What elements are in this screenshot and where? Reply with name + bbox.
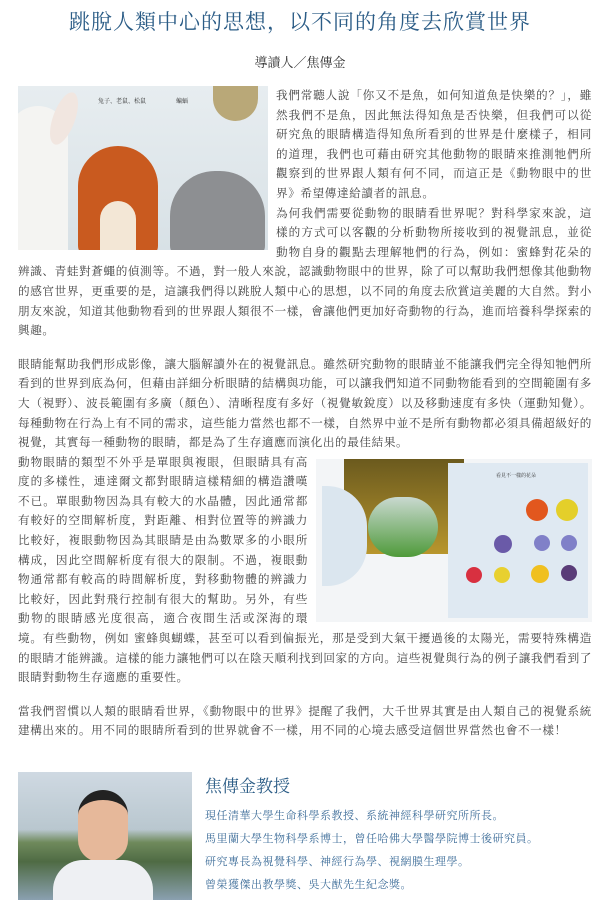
caption-heading: 蝙蝠: [176, 98, 189, 105]
paragraph: 動物眼睛的類型不外乎是單眼與複眼，但眼睛具有高度的多樣性，連達爾文都對眼睛這樣精細的構造讚嘆不已。單眼動物因為具有較大的水晶體，因此通常都有較好的空間解析度，對距離、相對位置等的辨識力比較好，複眼動物因為其眼睛是由為數眾多的小眼所構成，因此空間解析度有很大的限制。不過，複眼動物通常都有較高的時間解析度，對移動物體的辨識力比較好，因此對飛行控制有很大的幫助。另外，有些動物的眼睛感光度很高，適合夜間生活或深海的環境。有些動物，例如 蜜蜂與蝴蝶，甚至可以看到偏振光，那是受到大氣干擾過後的太陽光，需要特殊構造的眼睛才能辨識。這樣的能力讓牠們可以在陰天順利找到回家的方向。這些視覺與行為的例子讓我們看到了眼睛對動物生存適應的重要性。: [18, 454, 592, 685]
book-illustration-bee-flowers: [316, 459, 592, 622]
author-credentials: [205, 804, 539, 896]
byline: 導讀人／焦傳金: [254, 56, 346, 71]
flower-icon: [561, 565, 577, 581]
bat-illustration: [213, 86, 258, 121]
credential-line: 曾榮獲傑出教學獎、吳大猷先生紀念獎。: [205, 878, 412, 891]
bee-eye-view: [368, 497, 438, 557]
paragraph: 為何我們需要從動物的眼睛看世界呢？對科學家來說，這樣的方式可以客觀的分析動物所接收到的視覺訊息，並從動物自身的觀點去理解牠們的行為，例如：蜜蜂對花朵的辨識、青蛙對蒼蠅的偵測等。不過，對一般人來說，認識動物眼中的世界，除了可以幫助我們想像其他動物的感官世界，更重要的是，這讓我們得以跳脫人類中心的思想，以不同的角度去欣賞這美麗的大自然。對小朋友來說，知道其他動物看到的世界跟人類很不一樣，會讓他們更加好奇動物的行為，進而培養科學探索的興趣。: [18, 205, 592, 338]
credential-line: 馬里蘭大學生物科學系博士，曾任哈佛大學醫學院博士後研究員。: [205, 832, 539, 845]
flower-icon: [556, 499, 578, 521]
flower-icon: [561, 535, 577, 551]
squirrel-belly: [100, 201, 136, 250]
paragraph: 當我們習慣以人類的眼睛看世界，《動物眼中的世界》提醒了我們，大千世界其實是由人類自己的視覺系統建構出來的。用不同的眼睛所看到的世界就會不一樣，用不同的心境去感受這個世界當然也會不一樣！: [18, 703, 592, 738]
caption-heading: 兔子、老鼠、松鼠: [98, 98, 147, 105]
article-title: 跳脫人類中心的思想，以不同的角度去欣賞世界: [69, 10, 531, 34]
author-head: [78, 790, 128, 862]
article-body: [18, 86, 592, 741]
flower-icon: [526, 499, 548, 521]
flower-icon: [494, 535, 512, 553]
flower-icon: [466, 567, 482, 583]
caption-heading: 看見不一樣的花朵: [496, 472, 537, 479]
flower-icon: [494, 567, 510, 583]
author-shirt: [53, 860, 153, 900]
flower-icon: [534, 535, 550, 551]
credential-line: 研究專長為視覺科學、神經行為學、視網膜生理學。: [205, 855, 470, 868]
mouse-illustration: [170, 171, 265, 250]
flower-icon: [531, 565, 549, 583]
author-portrait: [18, 772, 192, 900]
book-illustration-animals: [18, 86, 268, 250]
author-name: 焦傳金教授: [205, 777, 290, 797]
credential-line: 現任清華大學生命科學系教授、系統神經科學研究所所長。: [205, 809, 504, 822]
paragraph: 眼睛能幫助我們形成影像，讓大腦解讀外在的視覺訊息。雖然研究動物的眼睛並不能讓我們完全得知牠們所看到的世界到底為何，但藉由詳細分析眼睛的結構與功能，可以讓我們知道不同動物能看到的空間範圍有多大（視野）、波長範圍有多廣（顏色）、清晰程度有多好（視覺敏銳度）以及移動速度有多快（運動知覺）。每種動物在行為上有不同的需求，這些能力當然也都不一樣，自然界中並不是所有動物都必須具備超級好的視覺，其實每一種動物的眼睛，都是為了生存適應而演化出的最佳結果。: [18, 356, 592, 450]
paragraph: 我們常聽人說「你又不是魚，如何知道魚是快樂的？」，雖然我們不是魚，因此無法得知魚是否快樂，但我們可以從研究魚的眼睛構造得知魚所看到的世界是什麼樣子，相同的道理，我們也可藉由研究其他動物的眼睛來推測牠們所觀察到的世界跟人類有何不同，而這正是《動物眼中的世界》希望傳達給讀者的訊息。: [276, 88, 592, 200]
